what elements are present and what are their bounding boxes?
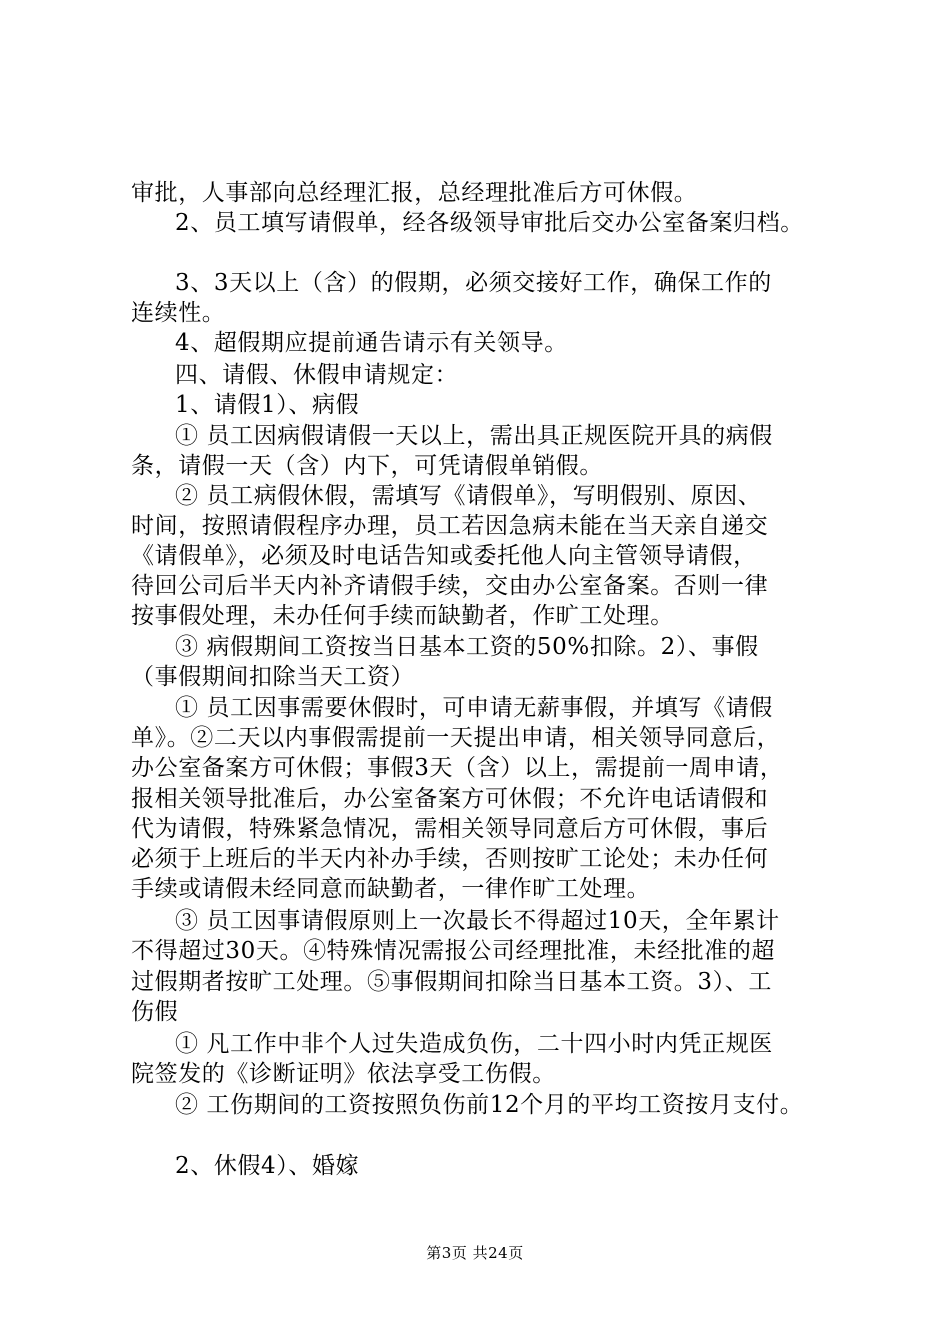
text-line: 过假期者按旷工处理。⑤事假期间扣除当日基本工资。3）、工 bbox=[131, 969, 772, 995]
text-line: 报相关领导批准后，办公室备案方可休假；不允许电话请假和 bbox=[131, 786, 769, 812]
text-line: ② 工伤期间的工资按照负伤前12个月的平均工资按月支付。 bbox=[175, 1092, 804, 1118]
text-line: ③ 员工因事请假原则上一次最长不得超过10天，全年累计 bbox=[175, 908, 780, 934]
text-line: ② 员工病假休假，需填写《请假单》，写明假别、原因、 bbox=[175, 483, 762, 509]
text-line: 连续性。 bbox=[131, 300, 226, 326]
page-footer: 第3页 共24页 bbox=[426, 1244, 524, 1262]
text-line: 不得超过30天。④特殊情况需报公司经理批准，未经批准的超 bbox=[131, 938, 776, 964]
text-line: 院签发的《诊断证明》依法享受工伤假。 bbox=[131, 1061, 556, 1087]
text-line: 2、员工填写请假单，经各级领导审批后交办公室备案归档。 bbox=[175, 210, 804, 236]
text-line: 3、3天以上（含）的假期，必须交接好工作，确保工作的 bbox=[175, 270, 772, 296]
text-line: 伤假 bbox=[131, 999, 179, 1025]
text-line: ③ 病假期间工资按当日基本工资的50%扣除。2）、事假 bbox=[175, 634, 759, 660]
text-line: 条，请假一天（含）内下，可凭请假单销假。 bbox=[131, 453, 603, 479]
text-line: 按事假处理，未办任何手续而缺勤者，作旷工处理。 bbox=[131, 603, 674, 629]
text-line: 审批，人事部向总经理汇报，总经理批准后方可休假。 bbox=[131, 180, 698, 206]
text-line: 单》。②二天以内事假需提前一天提出申请，相关领导同意后， bbox=[131, 725, 781, 751]
text-line: 代为请假，特殊紧急情况，需相关领导同意后方可休假，事后 bbox=[131, 816, 769, 842]
text-line: 4、超假期应提前通告请示有关领导。 bbox=[175, 330, 568, 356]
text-line: 手续或请假未经同意而缺勤者，一律作旷工处理。 bbox=[131, 876, 651, 902]
text-line: 必须于上班后的半天内补办手续，否则按旷工论处；未办任何 bbox=[131, 846, 769, 872]
text-line: ① 员工因事需要休假时，可申请无薪事假，并填写《请假 bbox=[175, 695, 773, 721]
text-line: 《请假单》，必须及时电话告知或委托他人向主管领导请假， bbox=[131, 543, 757, 569]
section-heading: 四、请假、休假申请规定： bbox=[175, 362, 459, 388]
text-line: ① 凡工作中非个人过失造成负伤，二十四小时内凭正规医 bbox=[175, 1031, 773, 1057]
text-line: （事假期间扣除当天工资） bbox=[131, 664, 415, 690]
text-line: 时间，按照请假程序办理，员工若因急病未能在当天亲自递交 bbox=[131, 513, 769, 539]
text-line: ① 员工因病假请假一天以上，需出具正规医院开具的病假 bbox=[175, 423, 773, 449]
text-line: 2、休假4）、婚嫁 bbox=[175, 1153, 360, 1179]
text-line: 待回公司后半天内补齐请假手续，交由办公室备案。否则一律 bbox=[131, 573, 769, 599]
text-line: 办公室备案方可休假；事假3天（含）以上，需提前一周申请， bbox=[131, 755, 784, 781]
text-line: 1、请假1）、病假 bbox=[175, 392, 360, 418]
